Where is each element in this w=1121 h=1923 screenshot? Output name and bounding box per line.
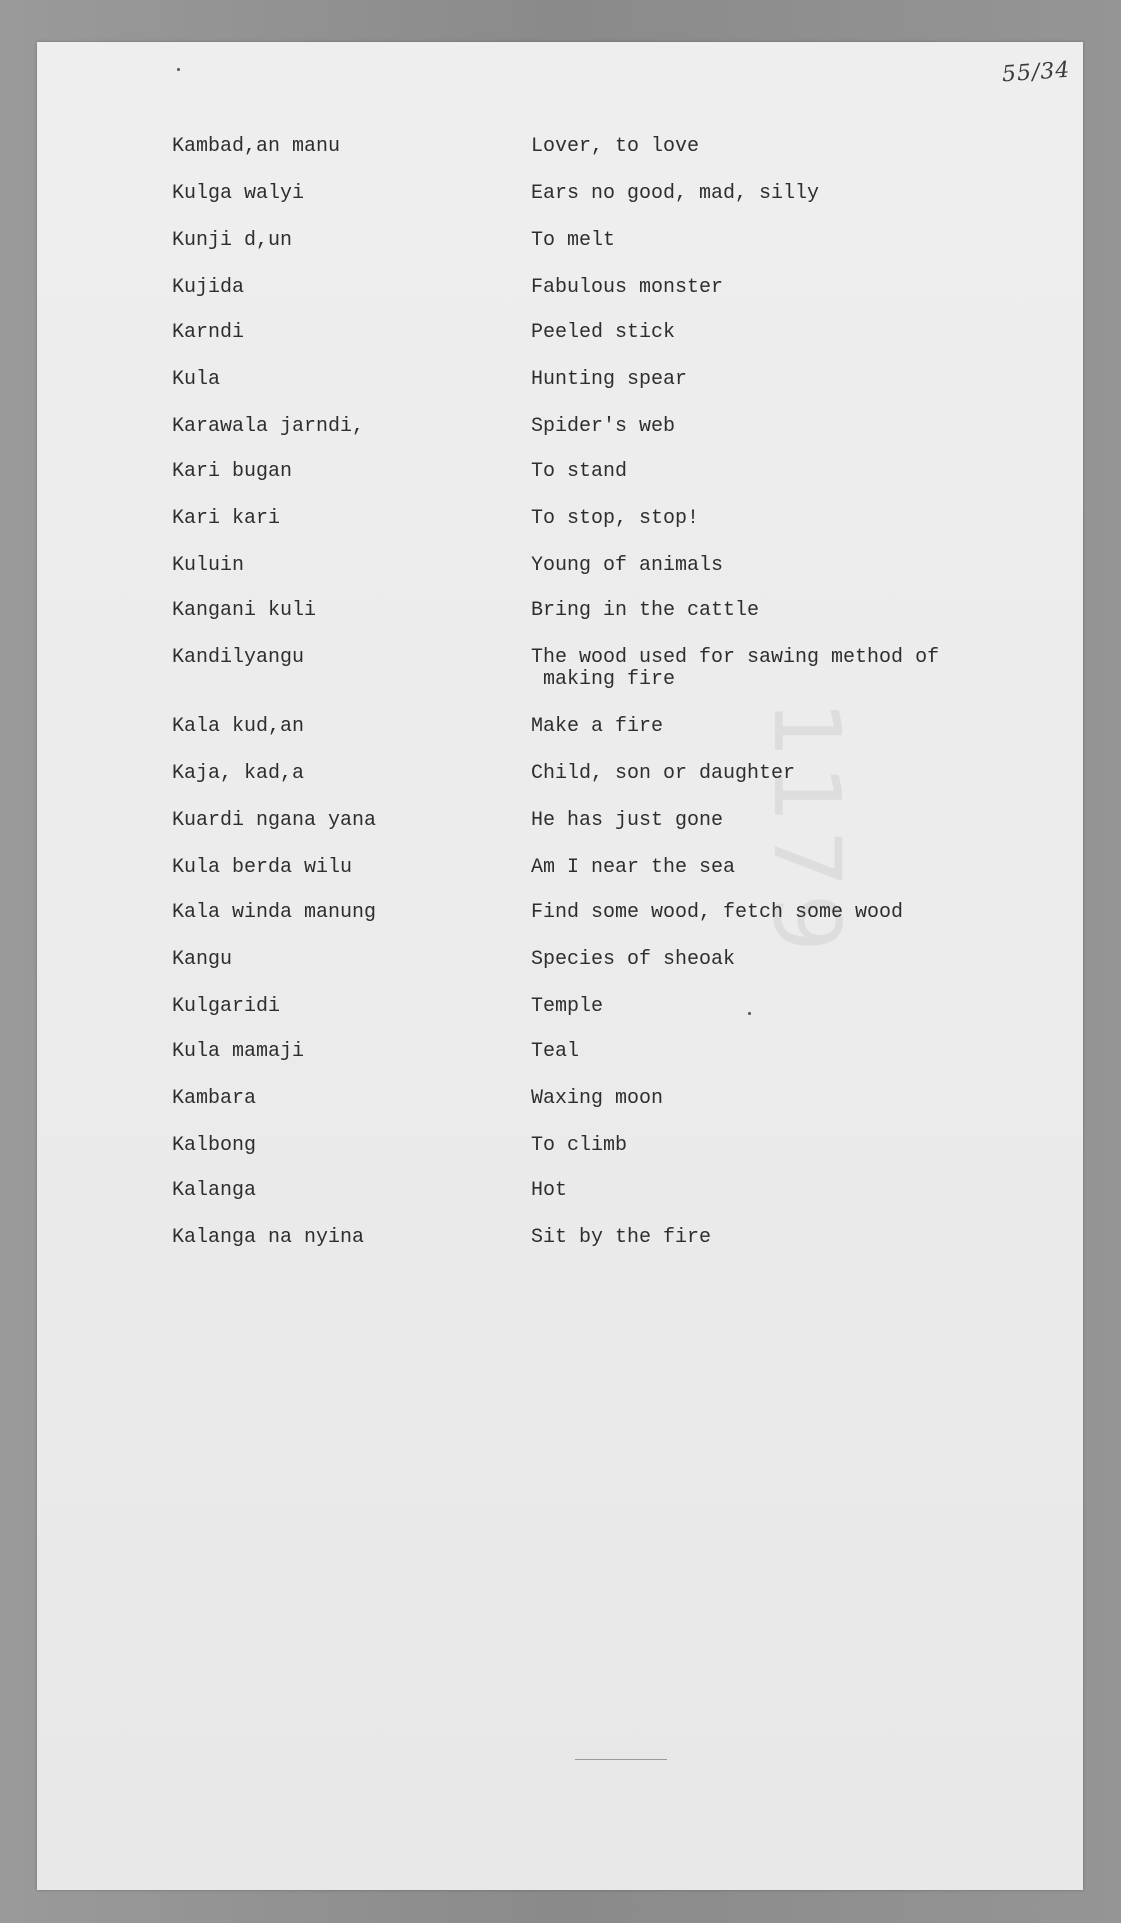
english-gloss: Temple: [531, 995, 604, 1018]
english-gloss: Peeled stick: [531, 321, 676, 344]
aboriginal-term: Kari kari: [172, 507, 281, 530]
english-gloss: Spider's web: [531, 415, 676, 438]
english-gloss: The wood used for sawing method of making fire: [531, 646, 940, 691]
english-gloss: Waxing moon: [531, 1087, 664, 1110]
english-gloss: Fabulous monster: [531, 276, 724, 299]
aboriginal-term: Kandilyangu: [172, 646, 305, 669]
aboriginal-term: Kula mamaji: [172, 1040, 305, 1063]
aboriginal-term: Kalanga na nyina: [172, 1226, 365, 1249]
aboriginal-term: Kambara: [172, 1087, 257, 1110]
ink-speck: [177, 68, 180, 71]
aboriginal-term: Kunji d,un: [172, 229, 293, 252]
english-gloss: To stop, stop!: [531, 507, 700, 530]
english-gloss: Species of sheoak: [531, 948, 736, 971]
english-gloss: Bring in the cattle: [531, 599, 760, 622]
english-gloss: Ears no good, mad, silly: [531, 182, 820, 205]
aboriginal-term: Kambad,an manu: [172, 135, 341, 158]
aboriginal-term: Kari bugan: [172, 460, 293, 483]
aboriginal-term: Kaja, kad,a: [172, 762, 305, 785]
english-gloss: Child, son or daughter: [531, 762, 796, 785]
english-gloss: Lover, to love: [531, 135, 700, 158]
aboriginal-term: Kalbong: [172, 1134, 257, 1157]
english-gloss: To melt: [531, 229, 616, 252]
aboriginal-term: Kangani kuli: [172, 599, 317, 622]
english-gloss: He has just gone: [531, 809, 724, 832]
aboriginal-term: Kala winda manung: [172, 901, 377, 924]
aboriginal-term: Kujida: [172, 276, 245, 299]
ink-speck: [748, 1012, 751, 1015]
aboriginal-term: Karawala jarndi,: [172, 415, 365, 438]
aboriginal-term: Kula berda wilu: [172, 856, 353, 879]
aboriginal-term: Kulga walyi: [172, 182, 305, 205]
english-gloss: To stand: [531, 460, 628, 483]
english-gloss: Hunting spear: [531, 368, 688, 391]
aboriginal-term: Kala kud,an: [172, 715, 305, 738]
english-gloss: Young of animals: [531, 554, 724, 577]
english-gloss: Teal: [531, 1040, 580, 1063]
handwritten-page-number: 55/34: [1001, 57, 1072, 88]
english-gloss: Find some wood, fetch some wood: [531, 901, 904, 924]
aboriginal-term: Kula: [172, 368, 221, 391]
aboriginal-term: Kuardi ngana yana: [172, 809, 377, 832]
aboriginal-term: Karndi: [172, 321, 245, 344]
faint-archive-stamp: 1179: [753, 700, 860, 959]
aboriginal-term: Kuluin: [172, 554, 245, 577]
english-gloss: Hot: [531, 1179, 568, 1202]
aboriginal-term: Kangu: [172, 948, 233, 971]
english-gloss: Am I near the sea: [531, 856, 736, 879]
english-gloss: Sit by the fire: [531, 1226, 712, 1249]
aboriginal-term: Kalanga: [172, 1179, 257, 1202]
aboriginal-term: Kulgaridi: [172, 995, 281, 1018]
pencil-mark: [575, 1759, 667, 1760]
english-gloss: To climb: [531, 1134, 628, 1157]
english-gloss: Make a fire: [531, 715, 664, 738]
